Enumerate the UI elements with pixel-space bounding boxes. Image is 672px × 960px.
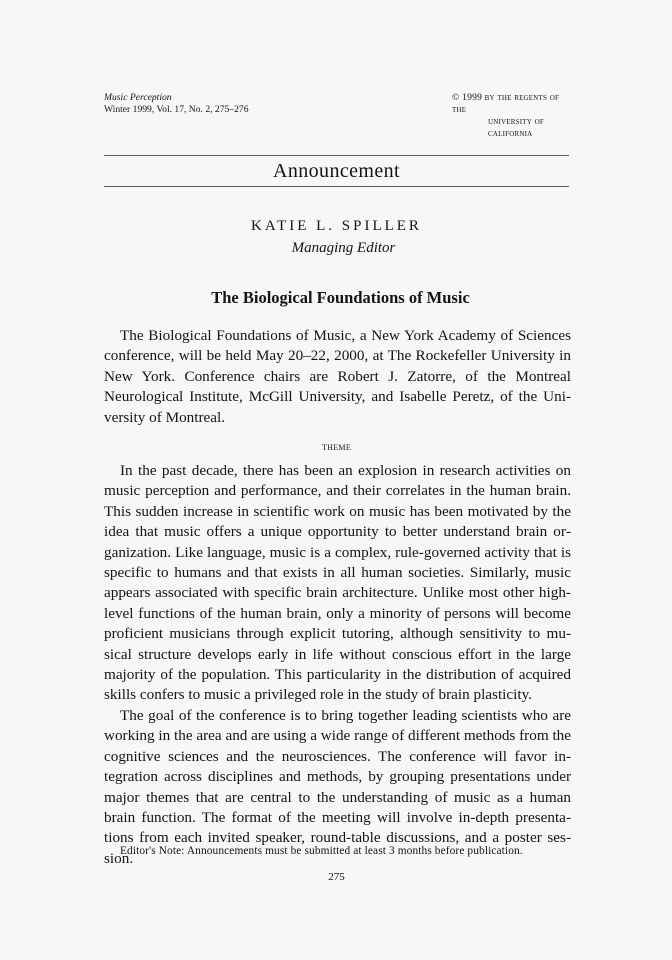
journal-name: Music Perception: [104, 92, 172, 103]
issue-info: Winter 1999, Vol. 17, No. 2, 275–276: [104, 104, 249, 115]
copyright-line-1: © 1999 by the regents of the: [452, 92, 560, 115]
copyright-line-2: university of california: [488, 116, 544, 139]
section-heading: theme: [321, 441, 352, 453]
intro-paragraph: The Biological Foundations of Music, a New York Academy of Sciences conference, will be held May 20–22, 2000, at The Rockefeller University in New York. Conference chairs are Robert J. Zatorre, of the Montreal Neurological Institute, McGill University, and Isabelle Peretz, of the University of Montreal.: [104, 327, 571, 426]
theme-paragraph: The goal of the conference is to bring together leading scientists who are working in the area and are using a wide range of different methods from the cognitive sciences and the neurosciences. The conference will favor integration across disciplines and methods, by grouping presentations under major themes that are central to the understanding of music as a human brain function. The format of the meeting will involve in-depth presentations from each invited speaker, round-table discussions, and a poster session.: [104, 706, 571, 867]
theme-paragraph: In the past decade, there has been an explosion in research activities on music perception and performance, and their correlates in the human brain. This sudden increase in scientific work on music has been motivated by the idea that music offers a unique opportunity to better understand brain organization. Like language, music is a complex, rule-governed activity that is specific to humans and that exists in all human societies. Similarly, music appears associated with specific brain architecture. Unlike most other high-level functions of the human brain, only a minority of persons will become proficient musicians through explicit tutoring, although sensitivity to musical structure develops early in life without conscious effort in the large majority of the population. This particularity in the distribution of acquired skills confers to music a privileged role in the study of brain plasticity.: [104, 462, 571, 704]
theme-text: [104, 461, 571, 869]
editors-note: Editor's Note: Announcements must be submitted at least 3 months before publication.: [120, 845, 523, 857]
author-role: Managing Editor: [291, 240, 396, 256]
page-number: 275: [328, 871, 345, 883]
copyright-notice: [452, 92, 570, 140]
article-heading: The Biological Foundations of Music: [211, 288, 470, 307]
page-title: Announcement: [273, 160, 400, 182]
title-rule-top: [104, 155, 569, 156]
intro-text: [104, 326, 571, 428]
title-rule-bottom: [104, 186, 569, 187]
author-name: KATIE L. SPILLER: [251, 218, 422, 234]
journal-citation: [104, 92, 249, 116]
